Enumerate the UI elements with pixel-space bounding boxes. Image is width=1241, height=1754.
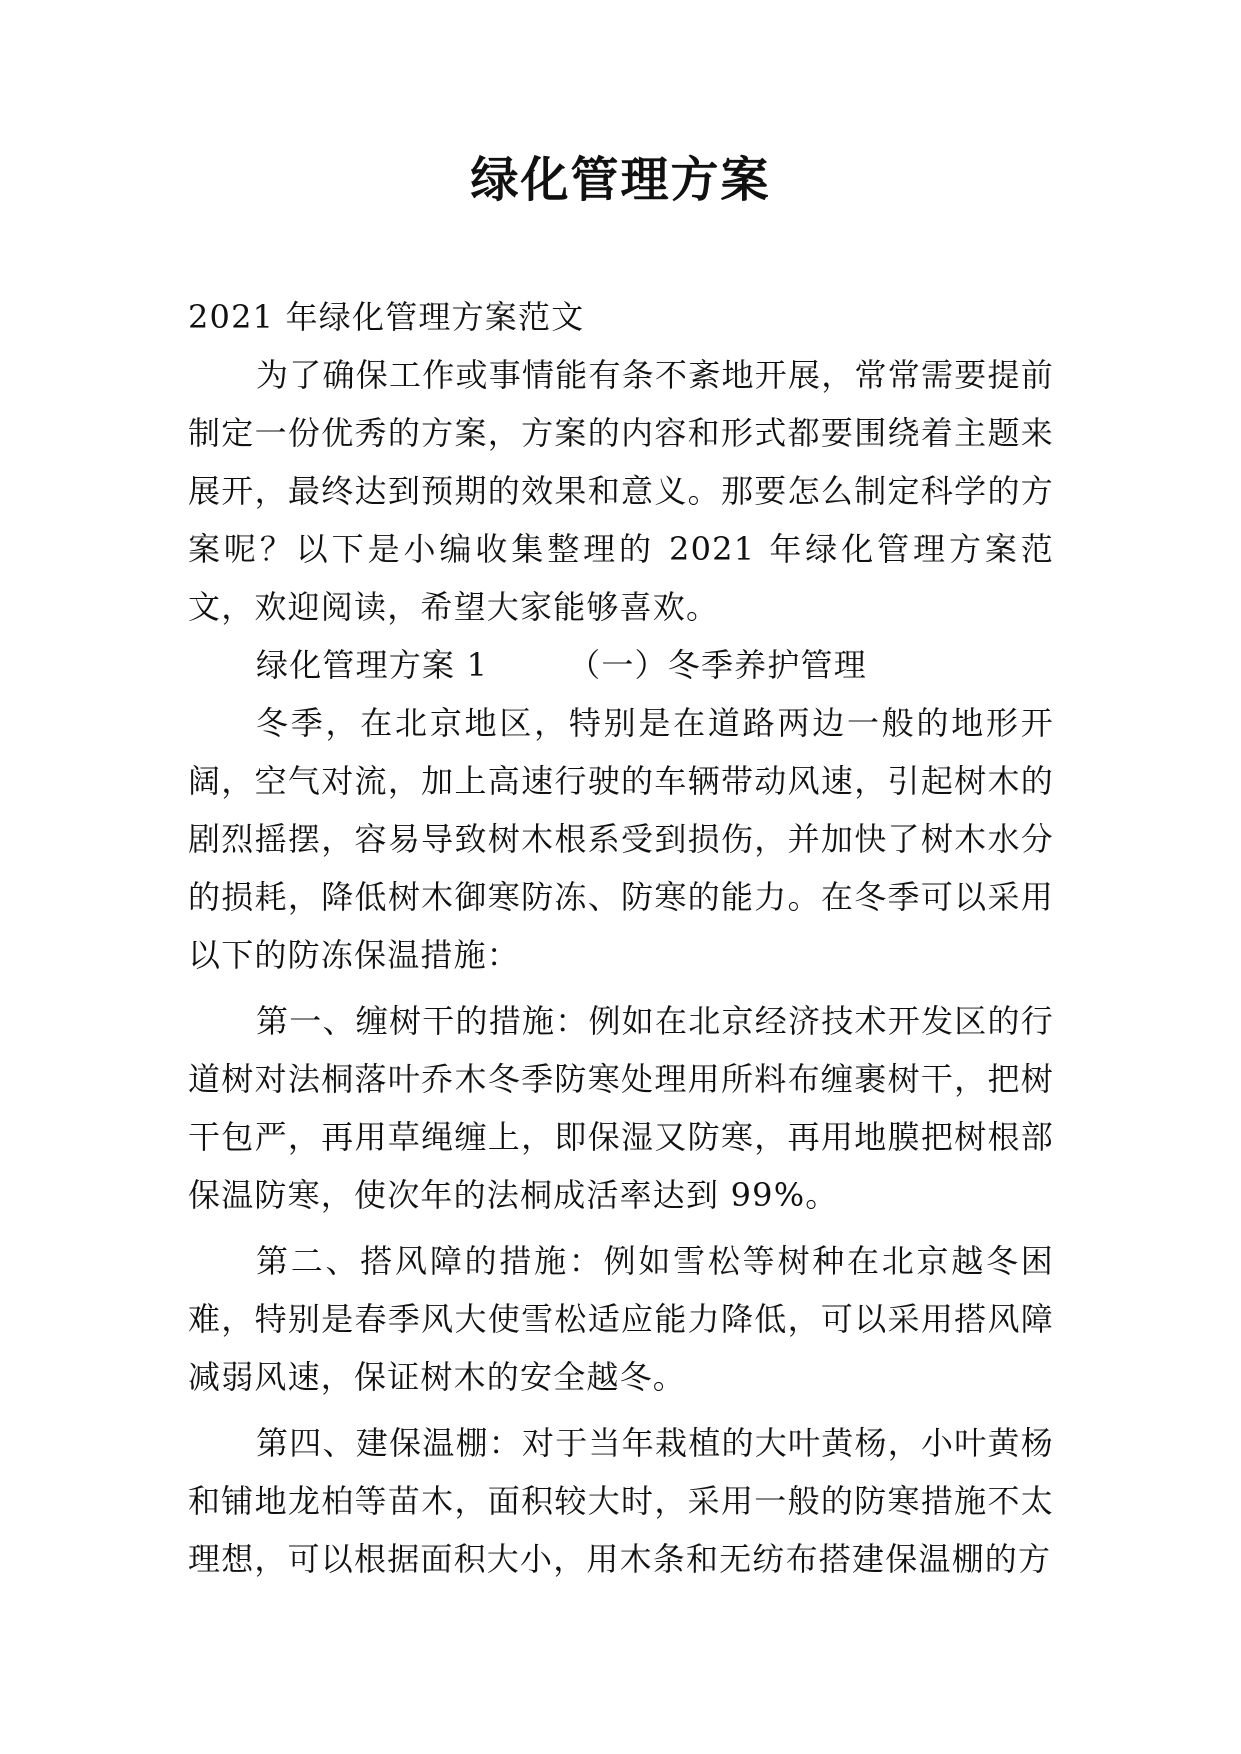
section-heading [188, 636, 1054, 694]
section-subheading: （一）冬季养护管理 [568, 646, 867, 684]
body-paragraph-windbreak: 第二、搭风障的措施：例如雪松等树种在北京越冬困难，特别是春季风大使雪松适应能力降低，可以采用搭风障减弱风速，保证树木的安全越冬。 [188, 1242, 1054, 1396]
document-subtitle: 2021 年绿化管理方案范文 [188, 298, 585, 336]
intro-paragraph: 为了确保工作或事情能有条不紊地开展，常常需要提前制定一份优秀的方案，方案的内容和形式都要围绕着主题来展开，最终达到预期的效果和意义。那要怎么制定科学的方案呢？以下是小编收集整理的 2021 年绿化管理方案范文，欢迎阅读，希望大家能够喜欢。 [188, 356, 1054, 626]
document-title: 绿化管理方案 [470, 152, 771, 208]
body-paragraph-winter: 冬季，在北京地区，特别是在道路两边一般的地形开阔，空气对流，加上高速行驶的车辆带动风速，引起树木的剧烈摇摆，容易导致树木根系受到损伤，并加快了树木水分的损耗，降低树木御寒防冻、防寒的能力。在冬季可以采用以下的防冻保温措施： [188, 704, 1054, 974]
body-paragraph-wrap-trunk: 第一、缠树干的措施：例如在北京经济技术开发区的行道树对法桐落叶乔木冬季防寒处理用所料布缠裹树干，把树干包严，再用草绳缠上，即保湿又防寒，再用地膜把树根部保温防寒，使次年的法桐成活率达到 99%。 [188, 1002, 1054, 1214]
body-paragraph-greenhouse: 第四、建保温棚：对于当年栽植的大叶黄杨，小叶黄杨和铺地龙柏等苗木，面积较大时，采用一般的防寒措施不太理想，可以根据面积大小，用木条和无纺布搭建保温棚的方 [188, 1424, 1054, 1578]
section-label: 绿化管理方案 1 [256, 646, 489, 684]
document-body [188, 288, 1054, 1588]
